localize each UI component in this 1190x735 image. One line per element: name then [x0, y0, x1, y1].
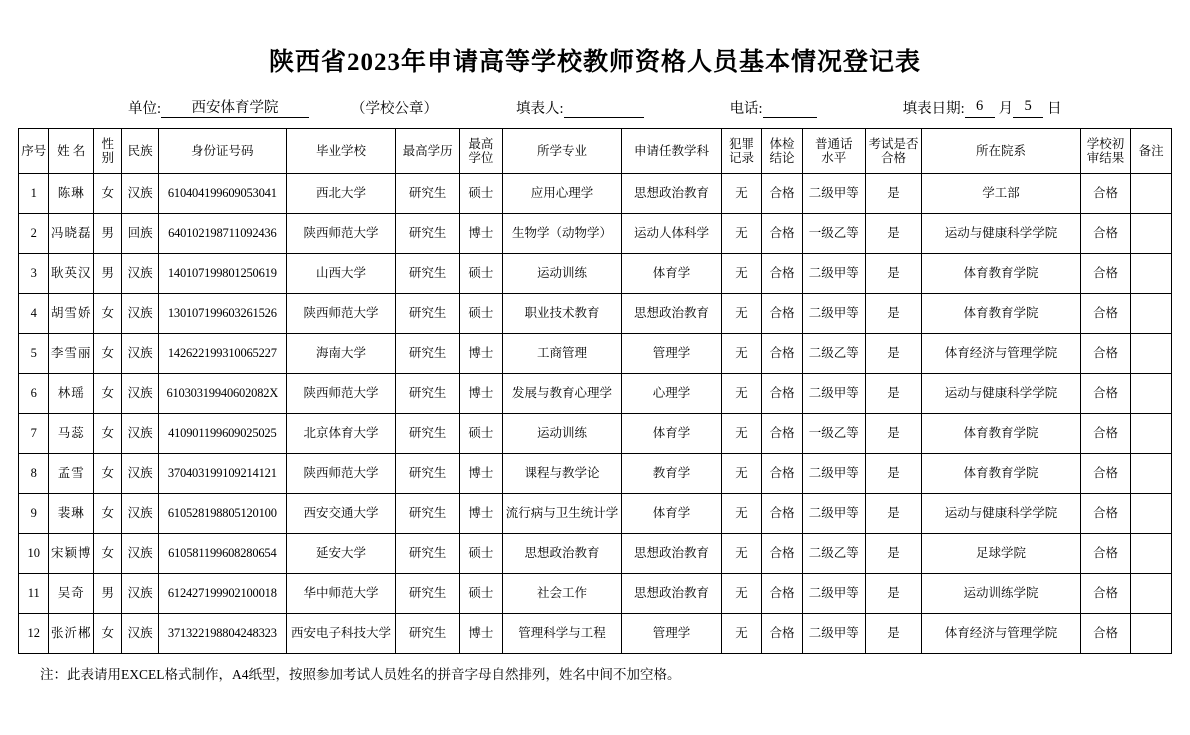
cell-seq: 3 [19, 254, 49, 294]
table-row [19, 534, 1172, 574]
cell-name: 吴奇 [49, 574, 94, 614]
cell-subject: 管理学 [622, 614, 721, 654]
col-header-putonghua: 普通话 水平 [802, 129, 865, 174]
cell-major: 工商管理 [502, 334, 622, 374]
cell-major: 应用心理学 [502, 174, 622, 214]
cell-putonghua: 二级甲等 [802, 574, 865, 614]
unit-value[interactable]: 西安体育学院 [161, 96, 309, 118]
cell-remark [1131, 574, 1172, 614]
cell-exam: 是 [865, 614, 922, 654]
cell-department: 体育教育学院 [922, 294, 1080, 334]
cell-major: 流行病与卫生统计学 [502, 494, 622, 534]
cell-nation: 汉族 [122, 334, 159, 374]
col-header-major: 所学专业 [502, 129, 622, 174]
phone-label: 电话: [729, 101, 763, 117]
cell-nation: 回族 [122, 214, 159, 254]
cell-crime: 无 [721, 454, 762, 494]
cell-nation: 汉族 [122, 454, 159, 494]
cell-exam: 是 [865, 174, 922, 214]
cell-department: 运动与健康科学学院 [922, 494, 1080, 534]
cell-medical: 合格 [762, 614, 803, 654]
cell-remark [1131, 414, 1172, 454]
cell-sex: 男 [94, 574, 122, 614]
cell-subject: 管理学 [622, 334, 721, 374]
cell-sex: 女 [94, 334, 122, 374]
col-header-seq: 序号 [19, 129, 49, 174]
cell-department: 体育经济与管理学院 [922, 614, 1080, 654]
table-row [19, 334, 1172, 374]
cell-crime: 无 [721, 494, 762, 534]
table-row [19, 574, 1172, 614]
cell-id: 410901199609025025 [158, 414, 286, 454]
cell-nation: 汉族 [122, 494, 159, 534]
cell-review: 合格 [1080, 374, 1131, 414]
col-header-degree: 最高学历 [396, 129, 460, 174]
date-day-value[interactable]: 5 [1013, 98, 1043, 118]
table-row [19, 174, 1172, 214]
cell-review: 合格 [1080, 574, 1131, 614]
cell-exam: 是 [865, 574, 922, 614]
cell-name: 宋颖博 [49, 534, 94, 574]
cell-subject: 心理学 [622, 374, 721, 414]
cell-medical: 合格 [762, 254, 803, 294]
cell-school: 陕西师范大学 [286, 214, 396, 254]
cell-major: 职业技术教育 [502, 294, 622, 334]
cell-department: 体育教育学院 [922, 414, 1080, 454]
filler-value[interactable] [564, 98, 644, 118]
table-row [19, 414, 1172, 454]
cell-major: 管理科学与工程 [502, 614, 622, 654]
date-label: 填表日期: [902, 101, 965, 117]
cell-seq: 4 [19, 294, 49, 334]
cell-department: 学工部 [922, 174, 1080, 214]
table-row [19, 454, 1172, 494]
cell-degree: 研究生 [396, 334, 460, 374]
col-header-top-degree: 最高 学位 [460, 129, 503, 174]
filler-field [516, 97, 644, 118]
col-header-id: 身份证号码 [158, 129, 286, 174]
cell-nation: 汉族 [122, 374, 159, 414]
cell-name: 胡雪娇 [49, 294, 94, 334]
unit-field [128, 96, 309, 118]
cell-remark [1131, 614, 1172, 654]
cell-top-degree: 硕士 [460, 534, 503, 574]
table-row [19, 614, 1172, 654]
cell-top-degree: 博士 [460, 374, 503, 414]
cell-exam: 是 [865, 294, 922, 334]
cell-nation: 汉族 [122, 574, 159, 614]
cell-degree: 研究生 [396, 374, 460, 414]
cell-seq: 9 [19, 494, 49, 534]
cell-seq: 1 [19, 174, 49, 214]
cell-remark [1131, 254, 1172, 294]
cell-major: 思想政治教育 [502, 534, 622, 574]
cell-exam: 是 [865, 494, 922, 534]
cell-review: 合格 [1080, 334, 1131, 374]
cell-crime: 无 [721, 254, 762, 294]
cell-name: 冯晓磊 [49, 214, 94, 254]
phone-field [730, 97, 817, 118]
cell-medical: 合格 [762, 294, 803, 334]
cell-name: 裴琳 [49, 494, 94, 534]
date-month-unit: 月 [998, 101, 1014, 117]
cell-putonghua: 二级乙等 [802, 534, 865, 574]
cell-putonghua: 二级甲等 [802, 614, 865, 654]
cell-top-degree: 博士 [460, 614, 503, 654]
cell-department: 运动训练学院 [922, 574, 1080, 614]
col-header-crime: 犯罪 记录 [721, 129, 762, 174]
cell-sex: 女 [94, 454, 122, 494]
cell-school: 陕西师范大学 [286, 454, 396, 494]
cell-name: 孟雪 [49, 454, 94, 494]
cell-medical: 合格 [762, 574, 803, 614]
cell-id: 610581199608280654 [158, 534, 286, 574]
cell-id: 370403199109214121 [158, 454, 286, 494]
cell-department: 足球学院 [922, 534, 1080, 574]
cell-putonghua: 二级甲等 [802, 494, 865, 534]
cell-putonghua: 二级甲等 [802, 254, 865, 294]
cell-crime: 无 [721, 614, 762, 654]
meta-row [18, 96, 1172, 118]
cell-medical: 合格 [762, 174, 803, 214]
cell-remark [1131, 174, 1172, 214]
cell-major: 课程与教学论 [502, 454, 622, 494]
cell-top-degree: 硕士 [460, 254, 503, 294]
cell-exam: 是 [865, 454, 922, 494]
cell-school: 山西大学 [286, 254, 396, 294]
page-title: 陕西省2023年申请高等学校教师资格人员基本情况登记表 [268, 49, 921, 76]
cell-review: 合格 [1080, 494, 1131, 534]
cell-sex: 女 [94, 494, 122, 534]
cell-top-degree: 硕士 [460, 574, 503, 614]
cell-crime: 无 [721, 534, 762, 574]
cell-sex: 女 [94, 174, 122, 214]
cell-seq: 7 [19, 414, 49, 454]
cell-review: 合格 [1080, 254, 1131, 294]
cell-putonghua: 二级甲等 [802, 294, 865, 334]
cell-sex: 女 [94, 534, 122, 574]
cell-nation: 汉族 [122, 414, 159, 454]
cell-id: 142622199310065227 [158, 334, 286, 374]
cell-crime: 无 [721, 214, 762, 254]
cell-degree: 研究生 [396, 414, 460, 454]
cell-review: 合格 [1080, 174, 1131, 214]
cell-school: 陕西师范大学 [286, 294, 396, 334]
cell-crime: 无 [721, 574, 762, 614]
cell-remark [1131, 294, 1172, 334]
cell-nation: 汉族 [122, 254, 159, 294]
cell-school: 西安电子科技大学 [286, 614, 396, 654]
cell-top-degree: 博士 [460, 454, 503, 494]
col-header-exam: 考试是否 合格 [865, 129, 922, 174]
cell-school: 陕西师范大学 [286, 374, 396, 414]
cell-degree: 研究生 [396, 254, 460, 294]
cell-exam: 是 [865, 414, 922, 454]
cell-exam: 是 [865, 374, 922, 414]
cell-subject: 教育学 [622, 454, 721, 494]
cell-medical: 合格 [762, 374, 803, 414]
cell-exam: 是 [865, 214, 922, 254]
cell-remark [1131, 494, 1172, 534]
cell-seq: 10 [19, 534, 49, 574]
cell-medical: 合格 [762, 454, 803, 494]
cell-sex: 男 [94, 254, 122, 294]
filler-label: 填表人: [516, 101, 564, 117]
cell-sex: 女 [94, 374, 122, 414]
col-header-medical: 体检 结论 [762, 129, 803, 174]
cell-department: 体育教育学院 [922, 254, 1080, 294]
cell-seq: 6 [19, 374, 49, 414]
cell-id: 640102198711092436 [158, 214, 286, 254]
cell-major: 运动训练 [502, 414, 622, 454]
cell-subject: 运动人体科学 [622, 214, 721, 254]
cell-review: 合格 [1080, 214, 1131, 254]
cell-school: 华中师范大学 [286, 574, 396, 614]
cell-name: 马蕊 [49, 414, 94, 454]
cell-remark [1131, 334, 1172, 374]
cell-putonghua: 二级甲等 [802, 454, 865, 494]
cell-nation: 汉族 [122, 294, 159, 334]
cell-degree: 研究生 [396, 454, 460, 494]
date-day-unit: 日 [1047, 101, 1062, 117]
cell-crime: 无 [721, 294, 762, 334]
cell-degree: 研究生 [396, 614, 460, 654]
cell-seq: 12 [19, 614, 49, 654]
seal-note: （学校公章） [351, 101, 439, 117]
cell-putonghua: 二级甲等 [802, 174, 865, 214]
cell-id: 610404199609053041 [158, 174, 286, 214]
cell-medical: 合格 [762, 494, 803, 534]
cell-medical: 合格 [762, 534, 803, 574]
cell-crime: 无 [721, 174, 762, 214]
table-header-row [19, 129, 1172, 174]
cell-degree: 研究生 [396, 494, 460, 534]
cell-school: 海南大学 [286, 334, 396, 374]
cell-degree: 研究生 [396, 574, 460, 614]
cell-top-degree: 博士 [460, 334, 503, 374]
cell-school: 西北大学 [286, 174, 396, 214]
col-header-sex: 性 别 [94, 129, 122, 174]
cell-major: 运动训练 [502, 254, 622, 294]
cell-putonghua: 二级甲等 [802, 374, 865, 414]
cell-top-degree: 硕士 [460, 294, 503, 334]
cell-nation: 汉族 [122, 174, 159, 214]
cell-degree: 研究生 [396, 294, 460, 334]
cell-subject: 思想政治教育 [622, 534, 721, 574]
cell-review: 合格 [1080, 414, 1131, 454]
cell-subject: 体育学 [622, 254, 721, 294]
cell-putonghua: 二级乙等 [802, 334, 865, 374]
table-body [19, 174, 1172, 654]
cell-degree: 研究生 [396, 534, 460, 574]
document-page [0, 42, 1190, 735]
table-row [19, 494, 1172, 534]
cell-putonghua: 一级乙等 [802, 414, 865, 454]
cell-department: 体育经济与管理学院 [922, 334, 1080, 374]
col-header-school: 毕业学校 [286, 129, 396, 174]
cell-id: 130107199603261526 [158, 294, 286, 334]
cell-remark [1131, 534, 1172, 574]
cell-department: 体育教育学院 [922, 454, 1080, 494]
cell-department: 运动与健康科学学院 [922, 374, 1080, 414]
cell-review: 合格 [1080, 454, 1131, 494]
cell-top-degree: 博士 [460, 494, 503, 534]
cell-putonghua: 一级乙等 [802, 214, 865, 254]
col-header-review: 学校初 审结果 [1080, 129, 1131, 174]
cell-remark [1131, 214, 1172, 254]
cell-medical: 合格 [762, 334, 803, 374]
cell-medical: 合格 [762, 414, 803, 454]
cell-crime: 无 [721, 334, 762, 374]
cell-review: 合格 [1080, 294, 1131, 334]
cell-sex: 女 [94, 614, 122, 654]
table-row [19, 214, 1172, 254]
cell-subject: 思想政治教育 [622, 574, 721, 614]
cell-subject: 思想政治教育 [622, 174, 721, 214]
col-header-name: 姓 名 [49, 129, 94, 174]
cell-id: 140107199801250619 [158, 254, 286, 294]
date-month-value[interactable]: 6 [965, 98, 995, 118]
cell-school: 西安交通大学 [286, 494, 396, 534]
col-header-remark: 备注 [1131, 129, 1172, 174]
cell-department: 运动与健康科学学院 [922, 214, 1080, 254]
col-header-department: 所在院系 [922, 129, 1080, 174]
cell-name: 陈琳 [49, 174, 94, 214]
cell-degree: 研究生 [396, 174, 460, 214]
registration-table [18, 128, 1172, 654]
cell-name: 林瑶 [49, 374, 94, 414]
table-row [19, 254, 1172, 294]
cell-subject: 思想政治教育 [622, 294, 721, 334]
cell-nation: 汉族 [122, 534, 159, 574]
cell-review: 合格 [1080, 614, 1131, 654]
cell-medical: 合格 [762, 214, 803, 254]
cell-degree: 研究生 [396, 214, 460, 254]
cell-id: 371322198804248323 [158, 614, 286, 654]
cell-exam: 是 [865, 334, 922, 374]
cell-id: 610528198805120100 [158, 494, 286, 534]
cell-remark [1131, 454, 1172, 494]
cell-top-degree: 硕士 [460, 174, 503, 214]
cell-sex: 女 [94, 414, 122, 454]
cell-name: 张沂郴 [49, 614, 94, 654]
cell-sex: 女 [94, 294, 122, 334]
cell-subject: 体育学 [622, 414, 721, 454]
cell-remark [1131, 374, 1172, 414]
phone-value[interactable] [763, 98, 817, 118]
cell-top-degree: 博士 [460, 214, 503, 254]
cell-nation: 汉族 [122, 614, 159, 654]
cell-school: 延安大学 [286, 534, 396, 574]
cell-seq: 8 [19, 454, 49, 494]
cell-id: 612427199902100018 [158, 574, 286, 614]
cell-school: 北京体育大学 [286, 414, 396, 454]
col-header-subject: 申请任教学科 [622, 129, 721, 174]
table-row [19, 294, 1172, 334]
footnote: 注：此表请用EXCEL格式制作，A4纸型，按照参加考试人员姓名的拼音字母自然排列，姓名中间不加空格。 [40, 667, 681, 682]
cell-major: 社会工作 [502, 574, 622, 614]
date-field [903, 97, 1062, 118]
cell-seq: 11 [19, 574, 49, 614]
cell-crime: 无 [721, 374, 762, 414]
col-header-nation: 民族 [122, 129, 159, 174]
cell-subject: 体育学 [622, 494, 721, 534]
cell-name: 李雪丽 [49, 334, 94, 374]
cell-name: 耿英汉 [49, 254, 94, 294]
cell-crime: 无 [721, 414, 762, 454]
cell-major: 生物学（动物学） [502, 214, 622, 254]
cell-seq: 2 [19, 214, 49, 254]
unit-label: 单位: [128, 101, 162, 117]
cell-review: 合格 [1080, 534, 1131, 574]
table-row [19, 374, 1172, 414]
cell-sex: 男 [94, 214, 122, 254]
cell-major: 发展与教育心理学 [502, 374, 622, 414]
cell-seq: 5 [19, 334, 49, 374]
cell-exam: 是 [865, 254, 922, 294]
cell-top-degree: 硕士 [460, 414, 503, 454]
cell-exam: 是 [865, 534, 922, 574]
cell-id: 61030319940602082X [158, 374, 286, 414]
